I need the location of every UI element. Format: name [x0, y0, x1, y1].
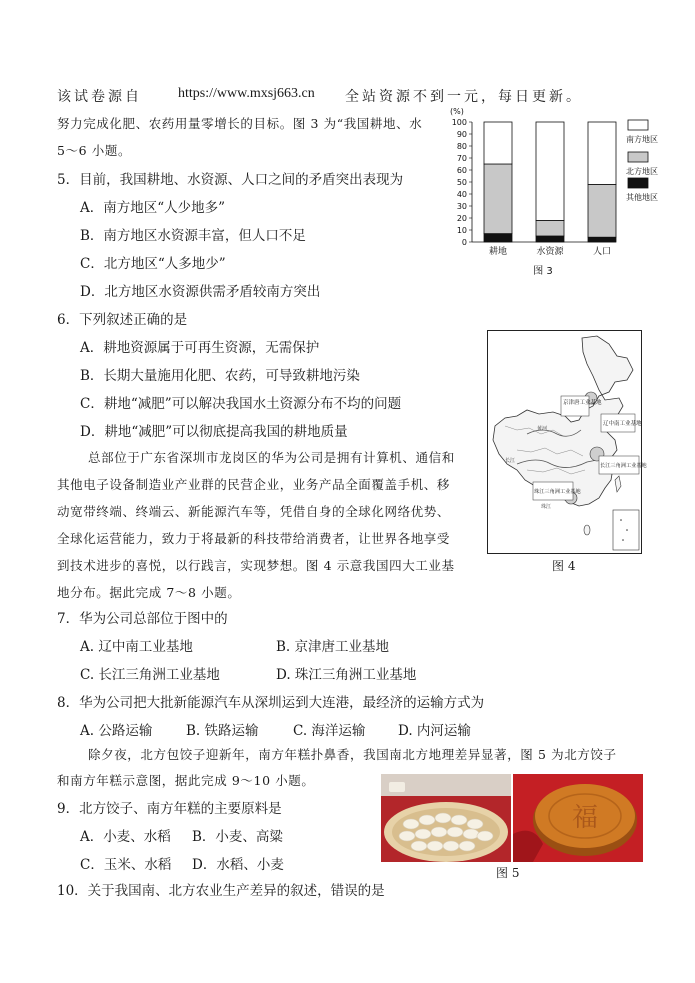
- y-tick-label: 90: [456, 130, 467, 139]
- x-tick-label: 水资源: [536, 247, 564, 257]
- niangao-photo-svg: [513, 774, 643, 862]
- legend-swatch: [628, 152, 648, 162]
- question-7-option-b[interactable]: B. 京津唐工业基地: [276, 639, 390, 655]
- y-tick-label: 40: [456, 190, 467, 199]
- figure-5-dumplings-photo: [381, 774, 511, 862]
- passage-2-line-4: 全球化运营能力，致力于将最新的科技带给消费者，让世界各地享受: [57, 531, 451, 546]
- zj-label: 珠江三角洲工业基地: [534, 489, 581, 495]
- figure-5-niangao-photo: [513, 774, 643, 862]
- x-tick-label: 人口: [592, 247, 612, 257]
- cj-label: 长江三角洲工业基地: [600, 463, 647, 469]
- figure-5-caption: 图 5: [496, 866, 520, 880]
- question-5-stem: 5．目前，我国耕地、水资源、人口之间的矛盾突出表现为: [57, 172, 404, 188]
- y-tick-label: 0: [461, 238, 467, 247]
- header-url-link[interactable]: https://www.mxsj663.cn: [178, 86, 315, 101]
- question-9-option-d[interactable]: D．水稻、小麦: [192, 857, 284, 873]
- question-6-stem: 6．下列叙述正确的是: [57, 312, 188, 328]
- question-8-option-a[interactable]: A. 公路运输: [80, 723, 153, 739]
- question-6-option-b[interactable]: B．长期大量施用化肥、农药，可导致耕地污染: [80, 368, 360, 384]
- header-slogan: 全站资源不到一元，每日更新。: [345, 89, 583, 105]
- passage-2-line-6: 地分布。据此完成 7～8 小题。: [57, 585, 241, 600]
- lzn-label: 辽中南工业基地: [603, 421, 642, 427]
- bar-segment-水资源-南方地区: [536, 122, 564, 220]
- inset-dot: [622, 539, 624, 541]
- jjt-label: 京津唐工业基地: [563, 400, 602, 406]
- y-axis-unit-label: (%): [450, 107, 464, 116]
- hainan-island: [584, 525, 590, 535]
- intro-line-2: 5～6 小题。: [57, 143, 132, 158]
- question-8-option-b[interactable]: B. 铁路运输: [186, 723, 259, 739]
- legend-swatch: [628, 178, 648, 188]
- zhujiang-label: 珠江: [541, 504, 552, 510]
- figure-4-caption: 图 4: [552, 559, 576, 573]
- legend-swatch: [628, 120, 648, 130]
- y-tick-label: 30: [456, 202, 467, 211]
- question-5-option-a[interactable]: A．南方地区“人少地多”: [80, 200, 226, 216]
- question-6-option-a[interactable]: A．耕地资源属于可再生资源，无需保护: [80, 340, 320, 356]
- question-8-option-c[interactable]: C. 海洋运输: [293, 723, 366, 739]
- y-tick-label: 100: [451, 118, 467, 127]
- changjiang-label: 长江: [505, 458, 516, 464]
- bar-segment-人口-北方地区: [588, 184, 616, 237]
- header-source-text: 该试卷源自: [57, 89, 142, 105]
- question-5-option-b[interactable]: B．南方地区水资源丰富，但人口不足: [80, 228, 306, 244]
- question-9-option-b[interactable]: B．小麦、高粱: [192, 829, 283, 845]
- y-tick-label: 70: [456, 154, 467, 163]
- passage-2-line-1: 总部位于广东省深圳市龙岗区的华为公司是拥有计算机、通信和: [88, 450, 455, 465]
- passage-3-line-2: 和南方年糕示意图，据此完成 9～10 小题。: [57, 773, 315, 788]
- question-9-stem: 9．北方饺子、南方年糕的主要原料是: [57, 801, 282, 817]
- question-8-option-d[interactable]: D. 内河运输: [398, 723, 471, 739]
- dumplings-photo-svg: [381, 774, 511, 862]
- question-6-option-c[interactable]: C．耕地“减肥”可以解决我国水土资源分布不均的问题: [80, 396, 402, 412]
- y-tick-label: 20: [456, 214, 467, 223]
- inset-dot: [626, 529, 628, 531]
- y-tick-label: 60: [456, 166, 467, 175]
- figure-3-caption: 图 3: [533, 266, 553, 277]
- huanghe-label: 黄河: [537, 426, 548, 432]
- bar-segment-水资源-其他地区: [536, 236, 564, 242]
- figure-4-map: [487, 330, 647, 554]
- question-10-stem: 10．关于我国南、北方农业生产差异的叙述，错误的是: [57, 883, 385, 899]
- passage-2-line-2: 其他电子设备制造业产业群的民营企业，业务产品全面覆盖手机、移: [57, 477, 451, 492]
- passage-2-line-5: 到技术进步的喜悦，以行践言，实现梦想。图 4 示意我国四大工业基: [57, 558, 455, 573]
- legend-label: 北方地区: [626, 167, 658, 176]
- figure-4-svg: [487, 330, 647, 554]
- bowl: [389, 782, 405, 792]
- question-9-option-a[interactable]: A．小麦、水稻: [80, 829, 171, 845]
- question-7-option-a[interactable]: A. 辽中南工业基地: [80, 639, 193, 655]
- inset-dot: [620, 519, 622, 521]
- bar-segment-耕地-北方地区: [484, 164, 512, 234]
- passage-3-line-1: 除夕夜，北方包饺子迎新年，南方年糕扑鼻香，我国南北方地理差异显著，图 5 为北方饺子: [88, 747, 617, 762]
- figure-3-chart: [440, 104, 676, 280]
- bar-segment-耕地-其他地区: [484, 234, 512, 242]
- question-7-option-c[interactable]: C. 长江三角洲工业基地: [80, 667, 220, 683]
- jjt-label-box: [561, 396, 589, 416]
- question-7-option-d[interactable]: D. 珠江三角洲工业基地: [276, 667, 417, 683]
- bar-segment-人口-南方地区: [588, 122, 616, 184]
- intro-line-1: 努力完成化肥、农药用量零增长的目标。图 3 为“我国耕地、水: [57, 116, 423, 131]
- bar-segment-耕地-南方地区: [484, 122, 512, 164]
- question-6-option-d[interactable]: D．耕地“减肥”可以彻底提高我国的耕地质量: [80, 424, 348, 440]
- question-5-option-c[interactable]: C．北方地区“人多地少”: [80, 256, 226, 272]
- question-5-option-d[interactable]: D．北方地区水资源供需矛盾较南方突出: [80, 284, 321, 300]
- question-8-stem: 8．华为公司把大批新能源汽车从深圳运到大连港，最经济的运输方式为: [57, 695, 485, 711]
- bar-segment-水资源-北方地区: [536, 220, 564, 236]
- cake-fu-character: 福: [571, 803, 599, 833]
- bar-segment-人口-其他地区: [588, 237, 616, 242]
- y-tick-label: 80: [456, 142, 467, 151]
- passage-2-line-3: 动宽带终端、终端云、新能源汽车等，凭借自身的全球化网络优势、: [57, 504, 451, 519]
- question-9-option-c[interactable]: C．玉米、水稻: [80, 857, 172, 873]
- question-7-stem: 7．华为公司总部位于图中的: [57, 611, 228, 627]
- figure-3-svg: [440, 104, 676, 280]
- legend-label: 南方地区: [626, 135, 658, 144]
- south-sea-inset: [613, 510, 639, 550]
- x-tick-label: 耕地: [488, 247, 508, 257]
- y-tick-label: 50: [456, 178, 467, 187]
- y-tick-label: 10: [456, 226, 467, 235]
- legend-label: 其他地区: [626, 193, 658, 202]
